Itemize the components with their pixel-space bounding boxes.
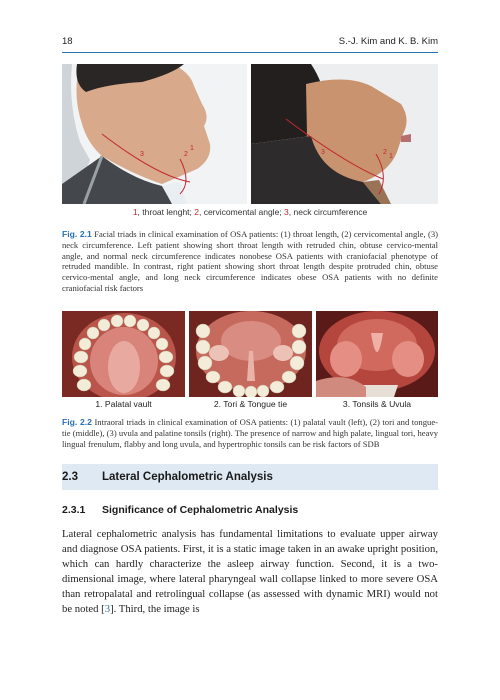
- intraoral-label: 2. Tori & Tongue tie: [213, 399, 288, 409]
- svg-text:1: 1: [389, 153, 393, 160]
- section-heading: [62, 464, 438, 490]
- caption-number: 3: [284, 207, 289, 217]
- subsection-heading: [62, 504, 438, 516]
- figure-caption-2-1: [62, 229, 438, 294]
- intraoral-label: 1. Palatal vault: [95, 399, 152, 409]
- running-authors: S.-J. Kim and K. B. Kim: [338, 36, 438, 47]
- running-header: [62, 36, 438, 52]
- caption-number: 1: [132, 207, 138, 217]
- figure-label: Fig. 2.1: [62, 229, 92, 239]
- intraoral-label: 3. Tonsils & Uvula: [342, 399, 412, 409]
- caption-number: 2: [194, 207, 199, 217]
- header-rule: [62, 52, 438, 53]
- svg-text:1: 1: [190, 145, 194, 152]
- section-title: Lateral Cephalometric Analysis: [102, 471, 273, 483]
- caption-text: , cervicomental angle;: [198, 207, 285, 217]
- figure-caption-text: Intraoral triads in clinical examination of OSA patients: (1) palatal vault (left), (2) tori and tongue-tie (middle), (3) uvula and palatine tonsils (right). The presence of narrow and high palate, lingual tori, heavy lingual frenulum, flabby and long uvula, and hypertrophic tonsils can be risk factors of SDB: [62, 417, 438, 449]
- subsection-number: 2.3.1: [62, 504, 86, 516]
- right-patient-photo: [251, 64, 438, 204]
- tori-tongue-tie-photo: [189, 311, 312, 397]
- caption-text: , throat lenght;: [137, 207, 195, 217]
- palatal-vault-photo: [62, 311, 185, 397]
- paragraph-text: Lateral cephalometric analysis has fundamental limitations to evaluate upper airway and diagnose OSA patients. First, it is a static image taken in an awake upright position, which can hardly characterize the asleep airway function. Second, it is a two-dimensional image, where lateral pharyngeal wall collapse linked to more severe OSA than retropalatal and retrolingual collapse (as assessed with dynamic MRI) would not be noted [: [62, 528, 438, 615]
- page-number: 18: [62, 36, 73, 47]
- left-patient-photo: [62, 64, 247, 204]
- subsection-title: Significance of Cephalometric Analysis: [102, 504, 299, 516]
- tonsils-uvula-photo: [316, 311, 438, 397]
- photo-annotation-caption: [62, 207, 438, 217]
- svg-text:3: 3: [321, 149, 325, 156]
- section-number: 2.3: [62, 471, 78, 483]
- citation-link[interactable]: 3: [104, 603, 111, 615]
- figure-caption-2-2: [62, 417, 438, 449]
- svg-text:3: 3: [140, 151, 144, 158]
- svg-text:2: 2: [184, 151, 188, 158]
- svg-text:2: 2: [383, 149, 387, 156]
- figure-label: Fig. 2.2: [62, 417, 92, 427]
- figure-caption-text: Facial triads in clinical examination of OSA patients: (1) throat length, (2) cervicomental angle, (3) neck circumference. Left patient showing short throat length with retruded chin, obtuse cervico-mental angle, and normal neck circumference indicates nonobese OSA patients with craniofacial phenotype of retruded mandible. In contrast, right patient showing short throat length despite protruded chin, obtuse cervico-mental angle, and long neck circumference indicates obese OSA patients with no definite craniofacial risk factors: [62, 229, 438, 293]
- body-paragraph: [62, 527, 438, 617]
- paragraph-text: ]. Third, the image is: [110, 603, 200, 615]
- caption-text: , neck circumference: [288, 207, 368, 217]
